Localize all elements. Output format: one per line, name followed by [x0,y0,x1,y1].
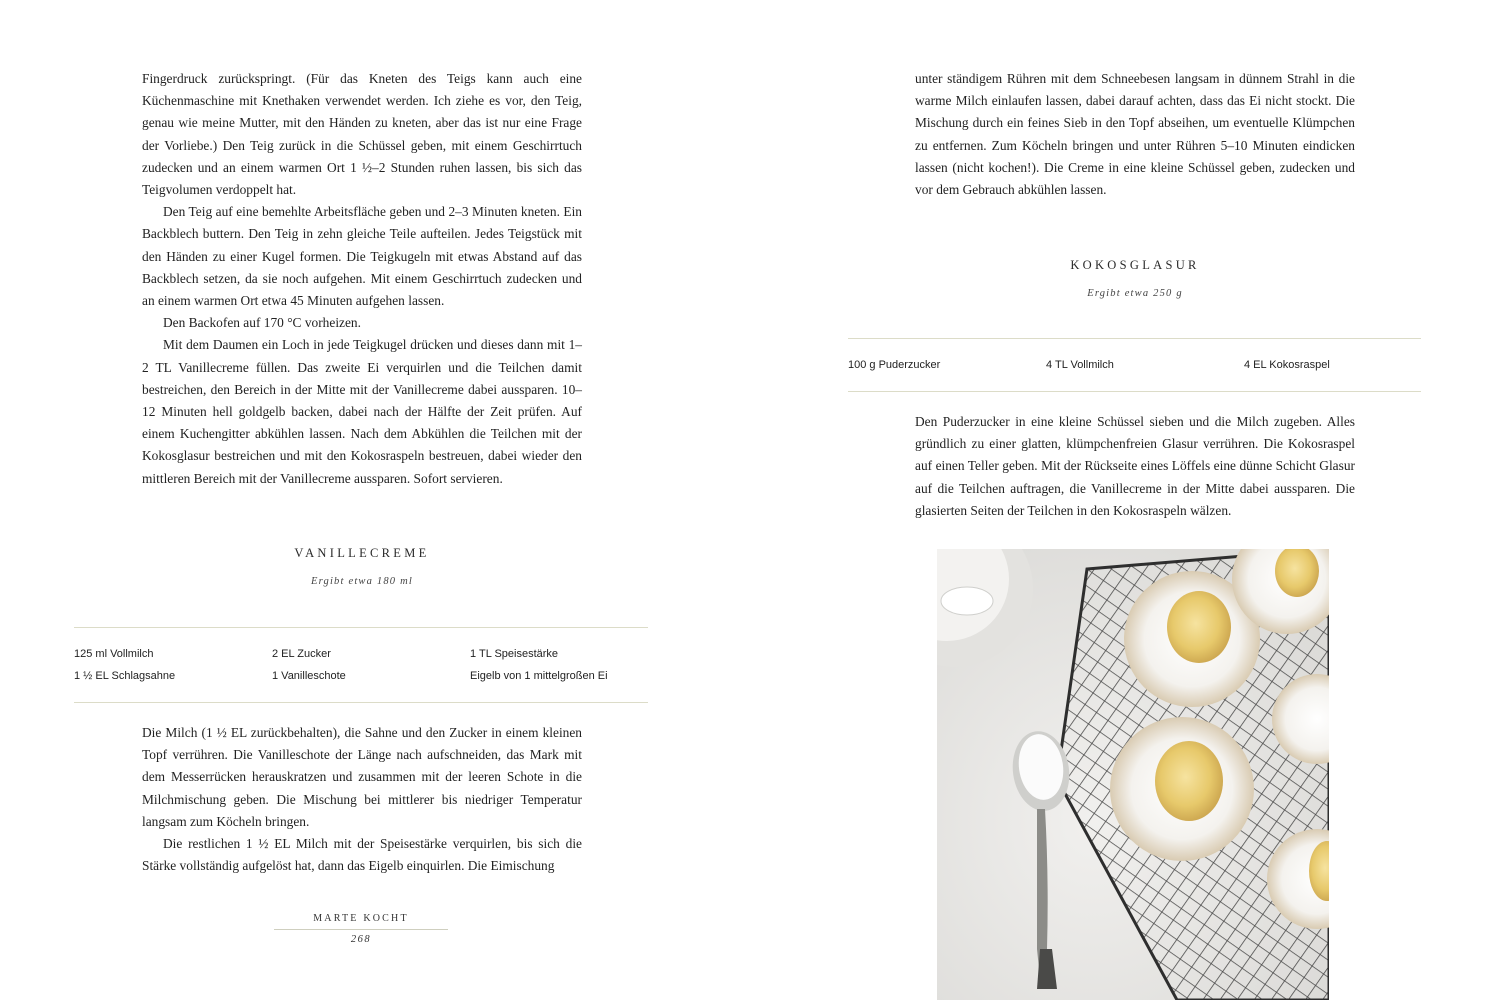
footer-divider [274,929,448,930]
paragraph: Den Puderzucker in eine kleine Schüssel sieben und die Milch zugeben. Alles gründlich zu einer glatten, klümpchenfreien Glasur verrühren. Die Kokosraspel auf einen Teller geben. Mit der Rückseite eines Löffels eine dünne Schicht Glasur auf die Teilchen auftragen, die Vanillecreme in der Mitte dabei aussparen. Die glasierten Seiten der Teilchen in den Kokosraspeln wälzen. [915,414,1355,518]
ingredient-item: 4 EL Kokosraspel [1244,359,1330,371]
ingredient-item: 125 ml Vollmilch [74,648,154,660]
kokosglasur-title: KOKOSGLASUR [1070,258,1200,272]
paragraph: Fingerdruck zurückspringt. (Für das Kneten des Teigs kann auch eine Küchenmaschine mit Knethaken verwendet werden. Ich ziehe es vor, den Teig, genau wie meine Mutter, mit den Händen zu kneten, aber das ist nur eine Frage der Vorliebe.) Den Teig zurück in die Schüssel geben, mit einem Geschirrtuch zudecken und an einem warmen Ort 1 ½–2 Stunden ruhen lassen, bis sich das Teigvolumen verdoppelt hat. [142,71,582,198]
ingredient-item: 1 Vanilleschote [272,670,346,682]
ingredient-item: 2 EL Zucker [272,648,331,660]
paragraph: Den Teig auf eine bemehlte Arbeitsfläche geben und 2–3 Minuten kneten. Ein Backblech buttern. Den Teig in zehn gleiche Teile aufteilen. Jedes Teigstück mit den Händen zu einer Kugel formen. Die Teigkugeln mit etwas Abstand auf das Backblech setzen, da sie noch aufgehen. Mit einem Geschirrtuch zudecken und an einem warmen Ort etwa 45 Minuten aufgehen lassen. [142,204,582,309]
running-footer-title: MARTE KOCHT [313,913,409,924]
vanillecreme-title: VANILLECREME [294,546,430,560]
paragraph: Die Milch (1 ½ EL zurückbehalten), die Sahne und den Zucker in einem kleinen Topf verrühren. Die Vanilleschote der Länge nach aufschneiden, das Mark mit dem Messerrücken herauskratzen und zusammen mit der leeren Schote in die Milchmischung geben. Die Mischung bei mittlerer bis niedriger Temperatur langsam zum Köcheln bringen. [142,725,582,829]
photo-coconut-pastries-icon [937,549,1329,1000]
kokosglasur-yield: Ergibt etwa 250 g [1087,288,1183,299]
ingredient-item: 1 ½ EL Schlagsahne [74,670,176,682]
paragraph: Die restlichen 1 ½ EL Milch mit der Speisestärke verquirlen, bis sich die Stärke vollständig aufgelöst hat, dann das Eigelb einquirlen. Die Eimischung [142,836,582,874]
vanillecreme-yield: Ergibt etwa 180 ml [310,576,413,587]
right-page [748,0,1496,1000]
intro-text [142,68,582,490]
paragraph: Den Backofen auf 170 °C vorheizen. [163,315,361,331]
ingredient-item: Eigelb von 1 mittelgroßen Ei [470,670,608,682]
kokosglasur-method [915,411,1355,522]
paragraph: unter ständigem Rühren mit dem Schneebesen langsam in dünnem Strahl in die warme Milch einlaufen lassen, dabei darauf achten, dass das Ei nicht stockt. Die Mischung durch ein feines Sieb in den Topf abseihen, um eventuelle Klümpchen zu entfernen. Zum Köcheln bringen und unter Rühren 5–10 Minuten eindicken lassen (nicht kochen!). Die Creme in eine kleine Schüssel geben, zudecken und vor dem Gebrauch abkühlen lassen. [915,71,1355,198]
vanillecreme-method [142,722,582,877]
paragraph: Mit dem Daumen ein Loch in jede Teigkugel drücken und dieses dann mit 1–2 TL Vanillecreme füllen. Das zweite Ei verquirlen und die Teilchen damit bestreichen, den Bereich in der Mitte mit der Vanillecreme dabei aussparen. 10–12 Minuten hell goldgelb backen, dabei nach der Hälfte der Zeit prüfen. Auf einem Kuchengitter abkühlen lassen. Nach dem Abkühlen die Teilchen mit der Kokosglasur bestreichen und mit den Kokosraspeln bestreuen, dabei wieder den mittleren Bereich mit der Vanillecreme aussparen. Sofort servieren. [142,337,582,486]
ingredient-item: 100 g Puderzucker [848,359,941,371]
kokosglasur-ingredients [848,338,1421,392]
vanillecreme-ingredients [74,627,648,703]
ingredient-item: 1 TL Speisestärke [470,648,559,660]
ingredient-item: 4 TL Vollmilch [1046,359,1114,371]
continuation-text [915,68,1355,201]
page-number: 268 [350,934,372,945]
